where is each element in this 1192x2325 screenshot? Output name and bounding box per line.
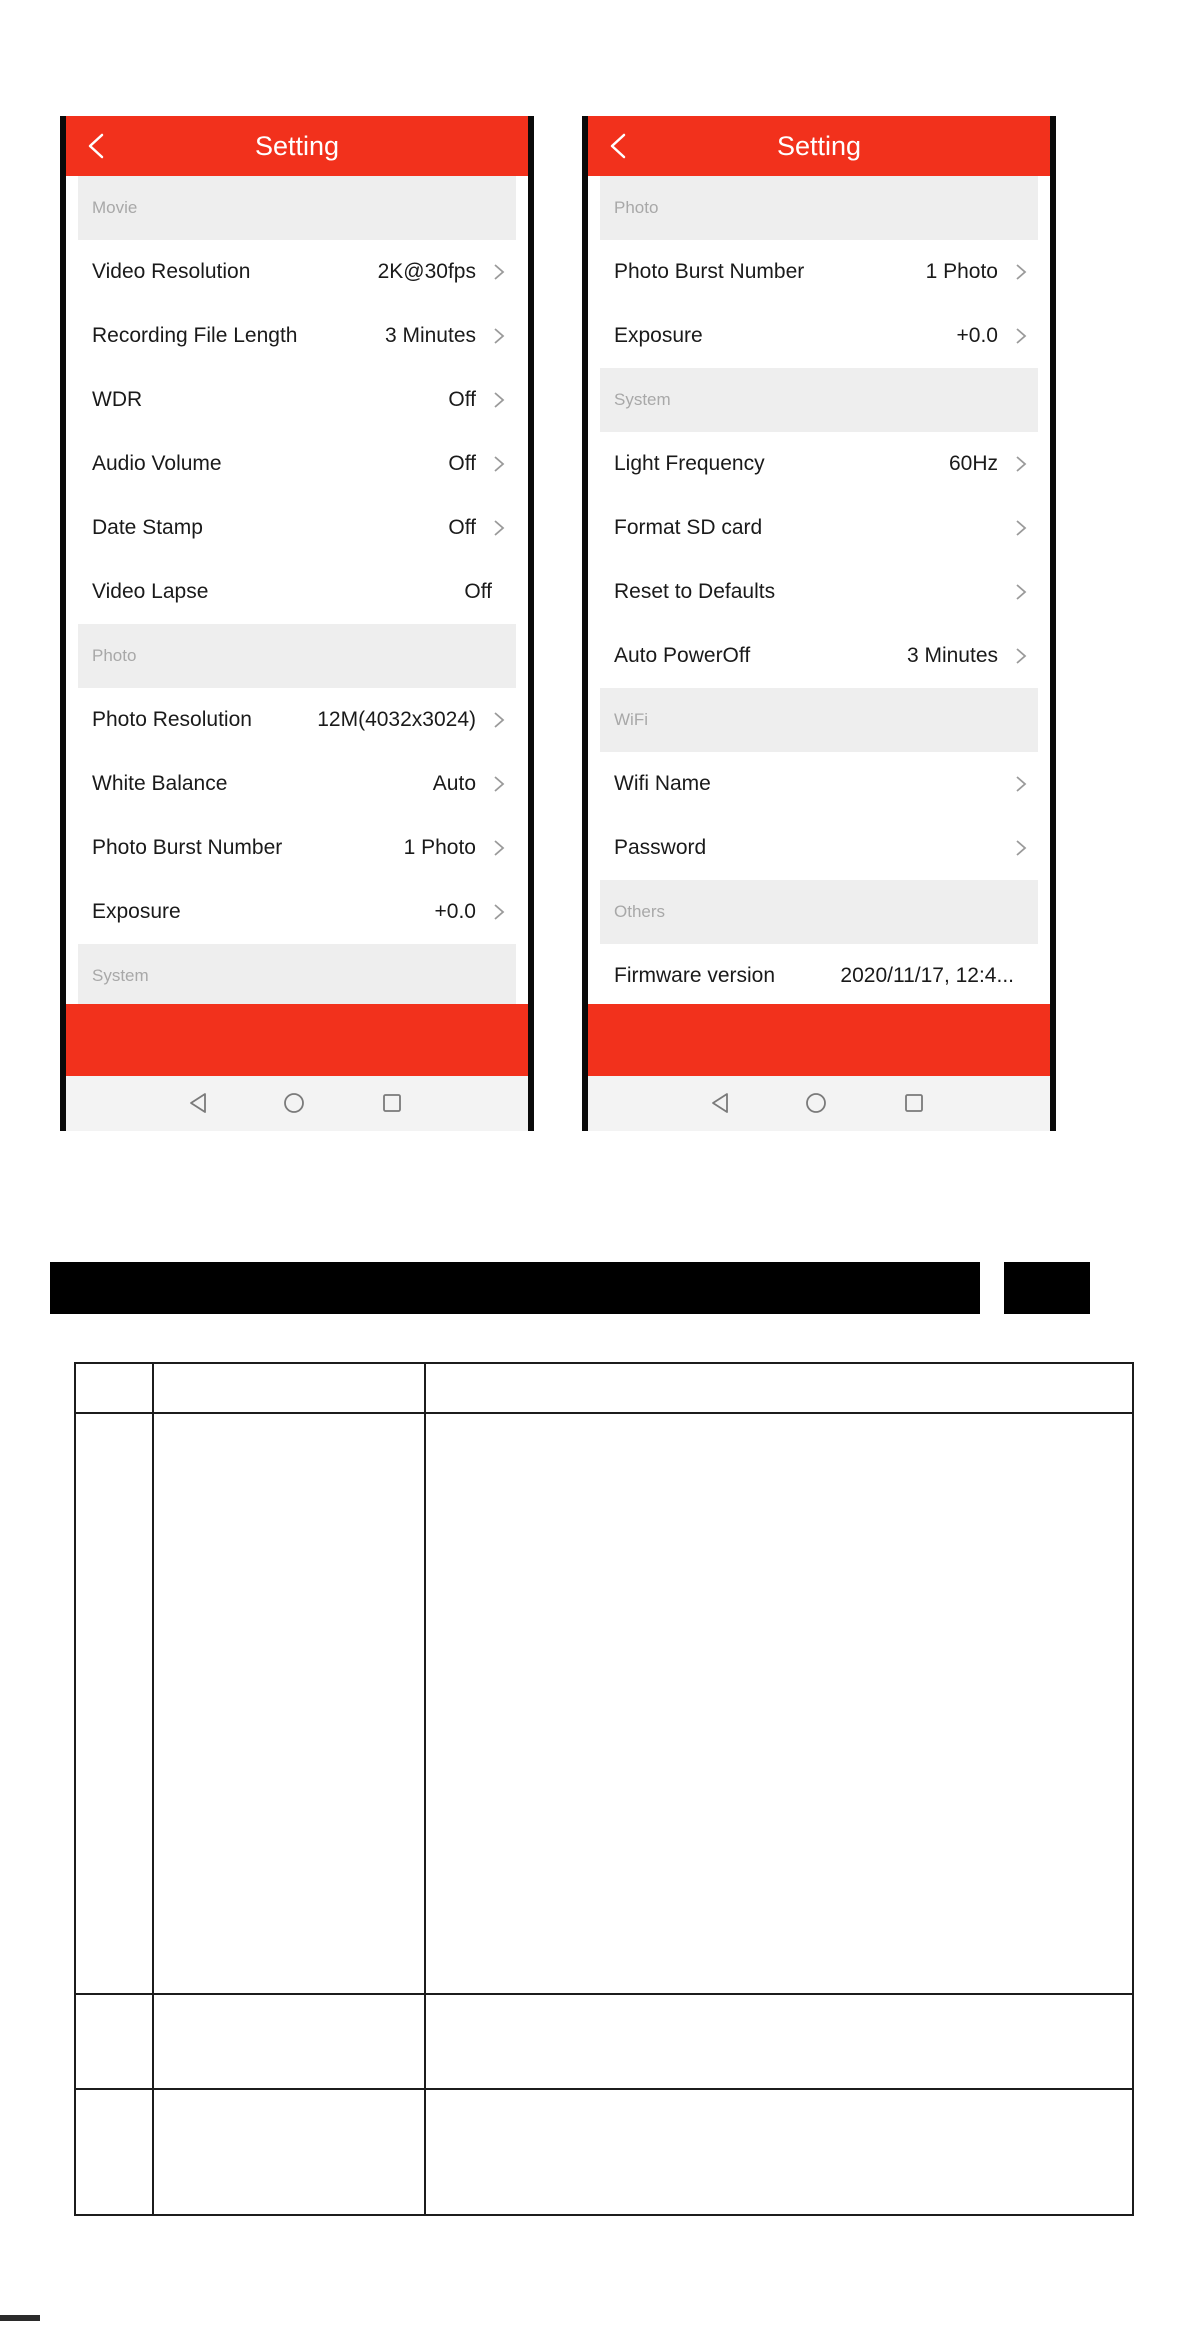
setting-row-photo-resolution[interactable] bbox=[78, 688, 516, 752]
chevron-right-icon bbox=[492, 710, 506, 730]
setting-label: Video Resolution bbox=[92, 260, 251, 283]
table-column-divider bbox=[152, 1364, 154, 2214]
nav-home-icon[interactable] bbox=[804, 1091, 828, 1115]
setting-value: 2020/11/17, 12:4... bbox=[840, 964, 1014, 987]
page-title: Setting bbox=[254, 131, 340, 161]
setting-row-reset-to-defaults[interactable] bbox=[600, 560, 1038, 624]
setting-label: Audio Volume bbox=[92, 452, 222, 475]
nav-back-icon[interactable] bbox=[186, 1091, 210, 1115]
settings-list bbox=[588, 176, 1050, 1064]
setting-row-audio-volume[interactable] bbox=[78, 432, 516, 496]
footer-mark bbox=[0, 2315, 40, 2321]
setting-label: Reset to Defaults bbox=[614, 580, 776, 603]
empty-table-grid bbox=[74, 1362, 1134, 2216]
chevron-right-icon bbox=[1014, 262, 1028, 282]
setting-row-exposure[interactable] bbox=[78, 880, 516, 944]
setting-value: Off bbox=[448, 452, 476, 475]
setting-row-photo-burst-number[interactable] bbox=[78, 816, 516, 880]
setting-row-date-stamp[interactable] bbox=[78, 496, 516, 560]
setting-value: 2K@30fps bbox=[377, 260, 476, 283]
setting-value: Off bbox=[448, 516, 476, 539]
nav-recents-icon[interactable] bbox=[902, 1091, 926, 1115]
setting-label: WDR bbox=[92, 388, 143, 411]
chevron-right-icon bbox=[1014, 582, 1028, 602]
setting-row-recording-file-length[interactable] bbox=[78, 304, 516, 368]
redacted-page-number-bar bbox=[1004, 1262, 1090, 1314]
setting-value: 12M(4032x3024) bbox=[317, 708, 476, 731]
redacted-heading-bar bbox=[50, 1262, 980, 1314]
section-header-wifi: WiFi bbox=[600, 688, 1038, 752]
section-header-photo: Photo bbox=[600, 176, 1038, 240]
bottom-accent-bar bbox=[588, 1004, 1050, 1076]
setting-label: Photo Burst Number bbox=[92, 836, 283, 859]
chevron-right-icon bbox=[492, 518, 506, 538]
chevron-right-icon bbox=[492, 262, 506, 282]
chevron-right-icon bbox=[1014, 774, 1028, 794]
chevron-right-icon bbox=[492, 838, 506, 858]
setting-label: Date Stamp bbox=[92, 516, 203, 539]
section-header-system: System bbox=[78, 944, 516, 1008]
setting-label: Light Frequency bbox=[614, 452, 765, 475]
setting-label: Exposure bbox=[92, 900, 181, 923]
setting-value: 1 Photo bbox=[403, 836, 476, 859]
phone-screenshot-right bbox=[582, 116, 1056, 1131]
setting-row-auto-poweroff[interactable] bbox=[600, 624, 1038, 688]
chevron-right-icon bbox=[1014, 838, 1028, 858]
setting-value: 1 Photo bbox=[925, 260, 998, 283]
table-row-divider bbox=[76, 1993, 1132, 1995]
setting-row-firmware-version[interactable] bbox=[600, 944, 1038, 1008]
android-nav-bar bbox=[66, 1076, 528, 1131]
setting-row-exposure[interactable] bbox=[600, 304, 1038, 368]
settings-list bbox=[66, 176, 528, 1064]
nav-recents-icon[interactable] bbox=[380, 1091, 404, 1115]
setting-label: Recording File Length bbox=[92, 324, 298, 347]
nav-back-icon[interactable] bbox=[708, 1091, 732, 1115]
chevron-right-icon bbox=[1014, 454, 1028, 474]
setting-row-format-sd-card[interactable] bbox=[600, 496, 1038, 560]
setting-row-password[interactable] bbox=[600, 816, 1038, 880]
setting-row-video-resolution[interactable] bbox=[78, 240, 516, 304]
chevron-right-icon bbox=[1014, 518, 1028, 538]
setting-value: 60Hz bbox=[948, 452, 998, 475]
top-app-bar bbox=[588, 116, 1050, 176]
setting-value: Off bbox=[464, 580, 492, 603]
android-nav-bar bbox=[588, 1076, 1050, 1131]
setting-label: Firmware version bbox=[614, 964, 776, 987]
page-title: Setting bbox=[776, 131, 862, 161]
setting-value: +0.0 bbox=[434, 900, 476, 923]
setting-label: Format SD card bbox=[614, 516, 763, 539]
setting-row-light-frequency[interactable] bbox=[600, 432, 1038, 496]
setting-label: Video Lapse bbox=[92, 580, 209, 603]
section-header-photo: Photo bbox=[78, 624, 516, 688]
bottom-accent-bar bbox=[66, 1004, 528, 1076]
setting-label: Password bbox=[614, 836, 707, 859]
setting-row-photo-burst-number[interactable] bbox=[600, 240, 1038, 304]
table-row-divider bbox=[76, 2088, 1132, 2090]
setting-value: Auto bbox=[432, 772, 476, 795]
chevron-right-icon bbox=[1014, 646, 1028, 666]
table-row-divider bbox=[76, 1412, 1132, 1414]
chevron-right-icon bbox=[1014, 326, 1028, 346]
section-header-others: Others bbox=[600, 880, 1038, 944]
table-column-divider bbox=[424, 1364, 426, 2214]
section-header-system: System bbox=[600, 368, 1038, 432]
chevron-right-icon bbox=[492, 390, 506, 410]
setting-row-wdr[interactable] bbox=[78, 368, 516, 432]
nav-home-icon[interactable] bbox=[282, 1091, 306, 1115]
top-app-bar bbox=[66, 116, 528, 176]
setting-label: Photo Resolution bbox=[92, 708, 252, 731]
setting-value: 3 Minutes bbox=[906, 644, 998, 667]
phone-screenshot-left bbox=[60, 116, 534, 1131]
setting-row-wifi-name[interactable] bbox=[600, 752, 1038, 816]
setting-label: Auto PowerOff bbox=[614, 644, 751, 667]
chevron-right-icon bbox=[492, 326, 506, 346]
setting-label: Exposure bbox=[614, 324, 703, 347]
setting-value: Off bbox=[448, 388, 476, 411]
setting-row-white-balance[interactable] bbox=[78, 752, 516, 816]
chevron-right-icon bbox=[492, 774, 506, 794]
setting-label: Wifi Name bbox=[614, 772, 711, 795]
setting-row-video-lapse[interactable] bbox=[78, 560, 516, 624]
setting-label: Photo Burst Number bbox=[614, 260, 805, 283]
setting-value: +0.0 bbox=[956, 324, 998, 347]
chevron-right-icon bbox=[492, 454, 506, 474]
setting-label: White Balance bbox=[92, 772, 228, 795]
chevron-right-icon bbox=[492, 902, 506, 922]
setting-value: 3 Minutes bbox=[384, 324, 476, 347]
section-header-movie: Movie bbox=[78, 176, 516, 240]
